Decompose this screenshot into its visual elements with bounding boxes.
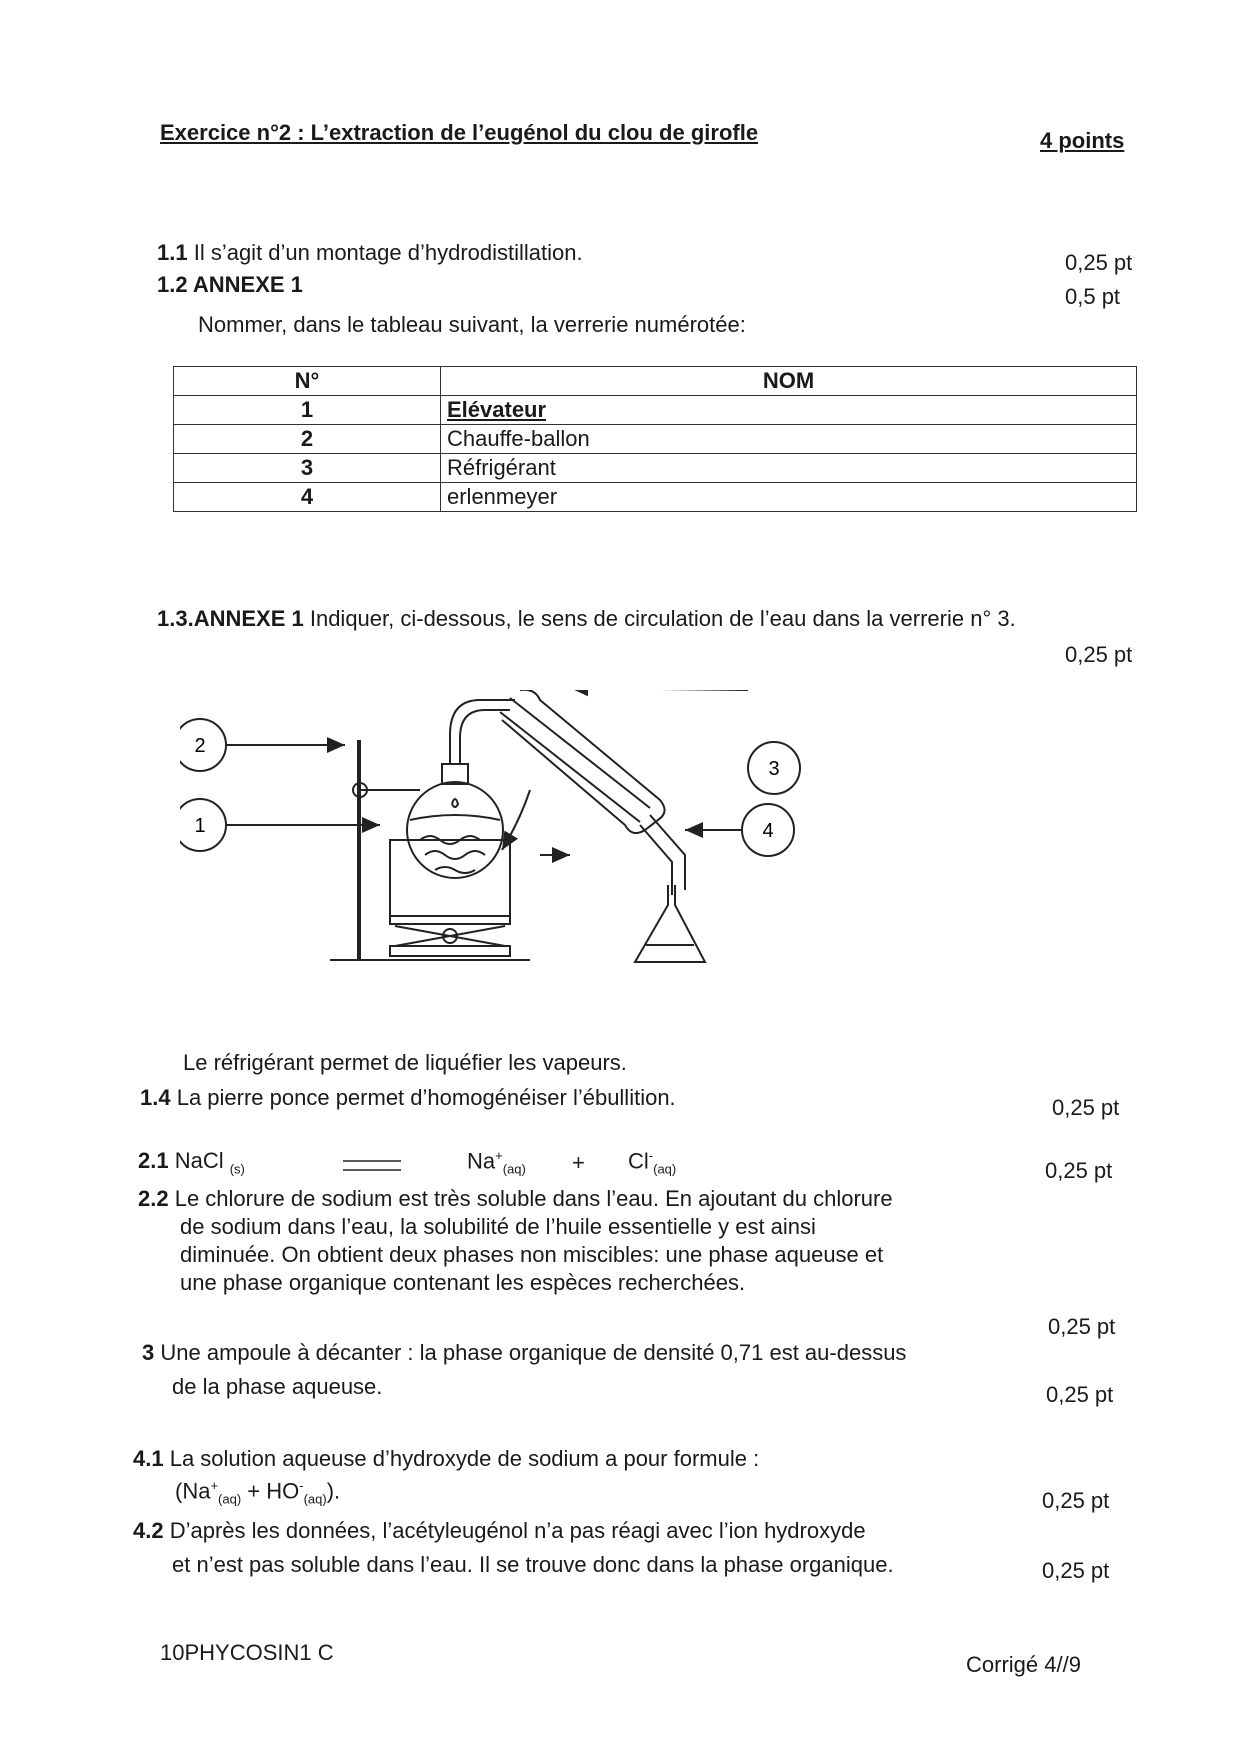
question-2-2-line-1: 2.2 Le chlorure de sodium est très soluble dans l’eau. En ajoutant du chlorure [138, 1186, 893, 1211]
points-4-2: 0,25 pt [1042, 1558, 1110, 1583]
question-number: 1.4 [140, 1085, 171, 1110]
question-text: Il s’agit d’un montage d’hydrodistillation. [187, 240, 583, 265]
question-text: La pierre ponce permet d’homogénéiser l’ébullition. [170, 1085, 676, 1110]
lab-jack-top [390, 916, 510, 924]
refrigerant-note: Le réfrigérant permet de liquéfier les vapeurs. [183, 1050, 627, 1075]
round-bottom-flask [407, 782, 503, 878]
question-1-1 [157, 240, 583, 266]
label-2: 2 [194, 735, 206, 757]
points-1-4: 0,25 pt [1052, 1095, 1120, 1120]
question-number: 1.1 [157, 240, 188, 265]
table-row [174, 483, 1137, 512]
question-3-line-2: de la phase aqueuse. [172, 1374, 383, 1399]
question-2-2-line-4: une phase organique contenant les espèces recherchées. [180, 1270, 746, 1295]
question-number: 2.2 [138, 1186, 169, 1211]
question-4-1: 4.1 La solution aqueuse d’hydroxyde de sodium a pour formule : [133, 1446, 760, 1471]
table-header-row [174, 367, 1137, 396]
question-text: Indiquer, ci-dessous, le sens de circulation de l’eau dans la verrerie n° 3. [303, 606, 1016, 631]
reactant-state: (s) [229, 1161, 245, 1177]
points-4-1: 0,25 pt [1042, 1488, 1110, 1513]
product-chloride: $Cl^-_{(aq)}$ [628, 1148, 677, 1177]
footer-page: Corrigé 4//9 [966, 1652, 1081, 1677]
question-1-4 [140, 1085, 676, 1111]
exercise-points: 4 points [1040, 128, 1125, 153]
product-sodium: $Na^+_{(aq)}$ [467, 1148, 526, 1177]
header-name: NOM [441, 367, 1137, 396]
question-2-2-line-2: de sodium dans l’eau, la solubilité de l’huile essentielle y est ainsi [180, 1214, 816, 1239]
equation-plus: + [572, 1150, 585, 1175]
label-1: 1 [194, 815, 206, 837]
exercise-title-text: : L’extraction de l’eugénol du clou de girofle [291, 120, 759, 145]
row-number: 1 [174, 396, 441, 425]
question-number: 2.1 [138, 1148, 169, 1173]
footer-code: 10PHYCOSIN1 C [160, 1640, 334, 1665]
row-name: Réfrigérant [441, 454, 1137, 483]
reactant: NaCl [168, 1148, 230, 1173]
question-3-line-1: 3 Une ampoule à décanter : la phase organique de densité 0,71 est au-dessus [142, 1340, 907, 1365]
lab-jack-base [390, 946, 510, 956]
question-number: 4.1 [133, 1446, 164, 1471]
table-row [174, 454, 1137, 483]
points-2-2: 0,25 pt [1048, 1314, 1116, 1339]
row-number: 2 [174, 425, 441, 454]
label-3: 3 [768, 758, 780, 780]
exercise-title [160, 120, 758, 146]
question-number: 4.2 [133, 1518, 164, 1543]
points-1-1: 0,25 pt [1065, 250, 1133, 275]
question-4-2-line-1: 4.2 D’après les données, l’acétyleugénol n’a pas réagi avec l’ion hydroxyde [133, 1518, 866, 1543]
question-number: 3 [142, 1340, 155, 1365]
question-4-2-line-2: et n’est pas soluble dans l’eau. Il se trouve donc dans la phase organique. [172, 1552, 894, 1577]
row-name: Elévateur [441, 396, 1137, 425]
table-row [174, 425, 1137, 454]
points-1-2: 0,5 pt [1065, 284, 1121, 309]
question-1-2-label: 1.2 ANNEXE 1 [157, 272, 303, 297]
erlenmeyer-flask [635, 885, 705, 962]
question-2-2-line-3: diminuée. On obtient deux phases non miscibles: une phase aqueuse et [180, 1242, 884, 1267]
question-1-3 [157, 606, 1016, 632]
glassware-table [173, 366, 1137, 512]
question-2-1-reactant [138, 1148, 245, 1176]
exercise-prefix: Exercice n°2 [160, 120, 292, 145]
hydrodistillation-diagram [180, 690, 900, 980]
points-1-3: 0,25 pt [1065, 642, 1133, 667]
row-number: 3 [174, 454, 441, 483]
equation-arrow [343, 1158, 403, 1174]
table-row [174, 396, 1137, 425]
question-number: 1.3.ANNEXE 1 [157, 606, 304, 631]
naoh-formula: $(Na^+_{(aq)} + HO^-_{(aq)})$. [175, 1478, 341, 1507]
row-name: Chauffe-ballon [441, 425, 1137, 454]
row-name: erlenmeyer [441, 483, 1137, 512]
question-1-2-instruction: Nommer, dans le tableau suivant, la verrerie numérotée: [198, 312, 746, 337]
row-number: 4 [174, 483, 441, 512]
label-4: 4 [762, 820, 774, 842]
header-number: N° [174, 367, 441, 396]
points-3: 0,25 pt [1046, 1382, 1114, 1407]
points-2-1: 0,25 pt [1045, 1158, 1113, 1183]
